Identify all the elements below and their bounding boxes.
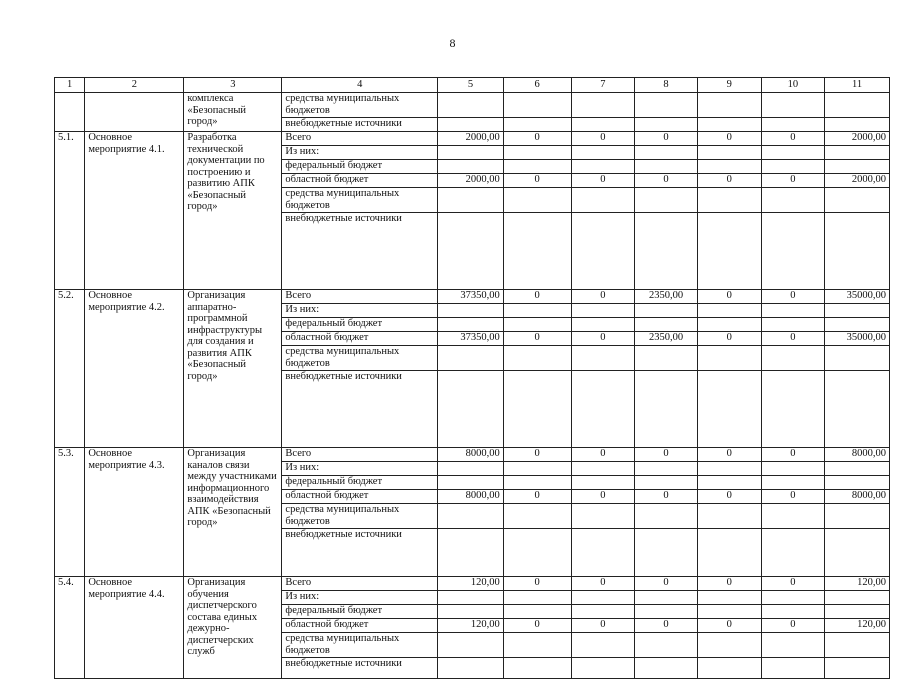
table-row [55, 132, 890, 146]
cell-value [571, 504, 635, 529]
cell-value [635, 591, 698, 605]
cell-value [761, 462, 825, 476]
cell-value [635, 633, 698, 658]
cell-source: средства муниципальных бюджетов [282, 633, 438, 658]
cell-value: 35000,00 [825, 290, 890, 304]
cell-value [438, 658, 504, 679]
cell-value [635, 504, 698, 529]
cell-source: областной бюджет [282, 174, 438, 188]
cell-value: 0 [571, 132, 635, 146]
cell-value [503, 633, 571, 658]
cell-value [438, 633, 504, 658]
cell-value [635, 658, 698, 679]
cell-source: Всего [282, 448, 438, 462]
cell-value: 0 [503, 174, 571, 188]
cell-value [438, 160, 504, 174]
cell-value [825, 160, 890, 174]
header-cell: 2 [85, 78, 184, 93]
cell-value [635, 304, 698, 318]
header-cell: 7 [571, 78, 635, 93]
cell-name: Организация каналов связи между участниками информационного взаимодействия АПК «Безопасный город» [184, 448, 282, 577]
cell-value [571, 529, 635, 577]
cell-event: Основное мероприятие 4.4. [85, 577, 184, 679]
cell-value: 0 [503, 332, 571, 346]
cell-value [503, 118, 571, 132]
cell-value [503, 146, 571, 160]
header-cell: 4 [282, 78, 438, 93]
cell-value [438, 188, 504, 213]
cell-value [571, 605, 635, 619]
cell-value [438, 346, 504, 371]
cell-value: 0 [635, 490, 698, 504]
cell-value [825, 318, 890, 332]
cell-value [697, 304, 761, 318]
cell-value: 0 [761, 174, 825, 188]
cell-name: комплекса «Безопасный город» [184, 93, 282, 132]
cell-value [635, 188, 698, 213]
cell-value [635, 213, 698, 290]
cell-value [697, 605, 761, 619]
header-cell: 6 [503, 78, 571, 93]
cell-value: 0 [635, 132, 698, 146]
cell-value [635, 118, 698, 132]
cell-value: 0 [503, 290, 571, 304]
cell-value: 0 [571, 290, 635, 304]
cell-value: 0 [635, 619, 698, 633]
cell-value [635, 462, 698, 476]
cell-value: 0 [503, 577, 571, 591]
cell-value: 0 [571, 577, 635, 591]
cell-value [503, 591, 571, 605]
cell-value [697, 318, 761, 332]
cell-value [761, 304, 825, 318]
cell-value [438, 504, 504, 529]
cell-source: федеральный бюджет [282, 605, 438, 619]
cell-value: 120,00 [438, 577, 504, 591]
cell-value [697, 160, 761, 174]
cell-source: внебюджетные источники [282, 118, 438, 132]
cell-value [503, 346, 571, 371]
table-row [55, 448, 890, 462]
cell-value [697, 146, 761, 160]
cell-value: 0 [761, 132, 825, 146]
cell-value [697, 93, 761, 118]
cell-value [571, 188, 635, 213]
cell-value [503, 658, 571, 679]
cell-value [571, 658, 635, 679]
cell-source: Всего [282, 132, 438, 146]
cell-value [825, 118, 890, 132]
cell-value [503, 160, 571, 174]
cell-value [825, 371, 890, 448]
cell-num [55, 93, 85, 132]
cell-value [438, 146, 504, 160]
header-cell: 3 [184, 78, 282, 93]
cell-value [438, 318, 504, 332]
header-cell: 5 [438, 78, 504, 93]
cell-value [697, 591, 761, 605]
cell-value [503, 371, 571, 448]
cell-source: Всего [282, 290, 438, 304]
cell-value: 8000,00 [825, 490, 890, 504]
cell-num: 5.1. [55, 132, 85, 290]
cell-value: 0 [635, 448, 698, 462]
cell-source: внебюджетные источники [282, 213, 438, 290]
cell-value: 0 [761, 619, 825, 633]
header-cell: 1 [55, 78, 85, 93]
cell-value [697, 476, 761, 490]
cell-value [825, 633, 890, 658]
cell-value: 0 [761, 448, 825, 462]
cell-name: Организация обучения диспетчерского состава единых дежурно-диспетчерских служб [184, 577, 282, 679]
cell-source: средства муниципальных бюджетов [282, 188, 438, 213]
cell-value [761, 118, 825, 132]
cell-value [635, 318, 698, 332]
cell-value: 0 [571, 332, 635, 346]
cell-value [825, 346, 890, 371]
cell-value [503, 93, 571, 118]
cell-source: федеральный бюджет [282, 160, 438, 174]
cell-value [571, 304, 635, 318]
cell-value [438, 476, 504, 490]
cell-value [825, 529, 890, 577]
cell-value: 0 [697, 132, 761, 146]
cell-source: Из них: [282, 146, 438, 160]
budget-table [54, 77, 890, 679]
cell-source: федеральный бюджет [282, 318, 438, 332]
cell-value [438, 213, 504, 290]
cell-value [825, 504, 890, 529]
cell-value [635, 476, 698, 490]
cell-value: 120,00 [438, 619, 504, 633]
header-cell: 10 [761, 78, 825, 93]
cell-value: 2000,00 [438, 132, 504, 146]
cell-source: областной бюджет [282, 332, 438, 346]
cell-value [571, 591, 635, 605]
cell-value [571, 146, 635, 160]
cell-value [761, 504, 825, 529]
cell-value: 0 [697, 174, 761, 188]
cell-value: 35000,00 [825, 332, 890, 346]
cell-value [697, 188, 761, 213]
cell-source: Из них: [282, 591, 438, 605]
cell-value [761, 371, 825, 448]
cell-value [825, 93, 890, 118]
cell-value [825, 213, 890, 290]
cell-value: 37350,00 [438, 332, 504, 346]
cell-value [697, 346, 761, 371]
cell-value [438, 462, 504, 476]
page-number: 8 [449, 36, 456, 50]
cell-source: средства муниципальных бюджетов [282, 346, 438, 371]
cell-value: 2350,00 [635, 332, 698, 346]
cell-value: 0 [761, 290, 825, 304]
cell-source: Из них: [282, 304, 438, 318]
cell-value [503, 318, 571, 332]
cell-value [697, 529, 761, 577]
header-cell: 8 [635, 78, 698, 93]
cell-value: 0 [697, 332, 761, 346]
cell-value [503, 529, 571, 577]
header-cell: 11 [825, 78, 890, 93]
cell-value [825, 188, 890, 213]
cell-value: 0 [761, 490, 825, 504]
cell-value [825, 476, 890, 490]
cell-value [825, 146, 890, 160]
cell-value [761, 476, 825, 490]
cell-value [635, 160, 698, 174]
cell-value [503, 188, 571, 213]
header-cell: 9 [697, 78, 761, 93]
cell-value [503, 213, 571, 290]
cell-value: 0 [761, 332, 825, 346]
cell-num: 5.4. [55, 577, 85, 679]
cell-num: 5.3. [55, 448, 85, 577]
cell-value [761, 93, 825, 118]
cell-value [571, 371, 635, 448]
cell-value [571, 213, 635, 290]
cell-value [697, 462, 761, 476]
cell-source: внебюджетные источники [282, 658, 438, 679]
cell-name: Организация аппаратно-программной инфраструктуры для создания и развития АПК «Безопасный город» [184, 290, 282, 448]
cell-value: 0 [503, 619, 571, 633]
cell-source: областной бюджет [282, 619, 438, 633]
cell-event: Основное мероприятие 4.2. [85, 290, 184, 448]
table-row [55, 577, 890, 591]
cell-event: Основное мероприятие 4.3. [85, 448, 184, 577]
cell-value: 2350,00 [635, 290, 698, 304]
cell-source: областной бюджет [282, 490, 438, 504]
cell-value: 37350,00 [438, 290, 504, 304]
cell-value [761, 658, 825, 679]
cell-value [571, 318, 635, 332]
cell-value [825, 462, 890, 476]
cell-value: 120,00 [825, 577, 890, 591]
cell-source: Всего [282, 577, 438, 591]
cell-source: средства муниципальных бюджетов [282, 93, 438, 118]
cell-value [503, 462, 571, 476]
cell-value [503, 476, 571, 490]
cell-value [761, 213, 825, 290]
cell-value: 0 [571, 619, 635, 633]
cell-value [697, 504, 761, 529]
cell-value: 0 [697, 290, 761, 304]
cell-source: Из них: [282, 462, 438, 476]
cell-value [635, 371, 698, 448]
cell-value [825, 605, 890, 619]
cell-value: 0 [571, 448, 635, 462]
cell-source: внебюджетные источники [282, 529, 438, 577]
cell-value: 8000,00 [438, 490, 504, 504]
cell-value: 0 [697, 619, 761, 633]
cell-value [761, 188, 825, 213]
cell-value [503, 605, 571, 619]
cell-value [438, 304, 504, 318]
cell-value [438, 118, 504, 132]
cell-value [571, 476, 635, 490]
cell-value: 2000,00 [825, 174, 890, 188]
cell-value [761, 605, 825, 619]
cell-value: 8000,00 [438, 448, 504, 462]
cell-value [438, 93, 504, 118]
cell-value [697, 658, 761, 679]
cell-value: 0 [503, 448, 571, 462]
cell-source: средства муниципальных бюджетов [282, 504, 438, 529]
cell-value: 2000,00 [825, 132, 890, 146]
cell-value [571, 118, 635, 132]
table-row [55, 290, 890, 304]
cell-value [761, 633, 825, 658]
cell-value: 0 [761, 577, 825, 591]
cell-value [571, 633, 635, 658]
cell-event: Основное мероприятие 4.1. [85, 132, 184, 290]
cell-value [697, 371, 761, 448]
cell-value [503, 304, 571, 318]
cell-value [438, 605, 504, 619]
cell-value [761, 591, 825, 605]
cell-value [635, 93, 698, 118]
cell-name: Разработка технической документации по построению и развитию АПК «Безопасный город» [184, 132, 282, 290]
cell-value: 0 [503, 132, 571, 146]
cell-value: 0 [571, 490, 635, 504]
cell-value: 2000,00 [438, 174, 504, 188]
cell-value [825, 658, 890, 679]
cell-value: 0 [503, 490, 571, 504]
cell-source: федеральный бюджет [282, 476, 438, 490]
cell-value [761, 146, 825, 160]
cell-value [438, 371, 504, 448]
cell-value [761, 529, 825, 577]
table-row [55, 93, 890, 118]
cell-value: 8000,00 [825, 448, 890, 462]
cell-value [571, 462, 635, 476]
cell-value: 0 [571, 174, 635, 188]
cell-num: 5.2. [55, 290, 85, 448]
cell-value: 120,00 [825, 619, 890, 633]
cell-value [503, 504, 571, 529]
header-row [55, 78, 890, 93]
cell-value: 0 [635, 577, 698, 591]
cell-value [697, 213, 761, 290]
cell-value [761, 160, 825, 174]
cell-value [635, 146, 698, 160]
cell-value: 0 [697, 448, 761, 462]
cell-value [825, 304, 890, 318]
cell-value [825, 591, 890, 605]
cell-value [697, 118, 761, 132]
cell-value: 0 [697, 577, 761, 591]
cell-value [697, 633, 761, 658]
table-body [55, 93, 890, 679]
cell-value [571, 93, 635, 118]
cell-source: внебюджетные источники [282, 371, 438, 448]
cell-value: 0 [697, 490, 761, 504]
cell-value [635, 529, 698, 577]
cell-event [85, 93, 184, 132]
cell-value [438, 591, 504, 605]
cell-value [761, 346, 825, 371]
cell-value: 0 [635, 174, 698, 188]
cell-value [438, 529, 504, 577]
cell-value [571, 160, 635, 174]
cell-value [571, 346, 635, 371]
cell-value [635, 605, 698, 619]
cell-value [635, 346, 698, 371]
cell-value [761, 318, 825, 332]
